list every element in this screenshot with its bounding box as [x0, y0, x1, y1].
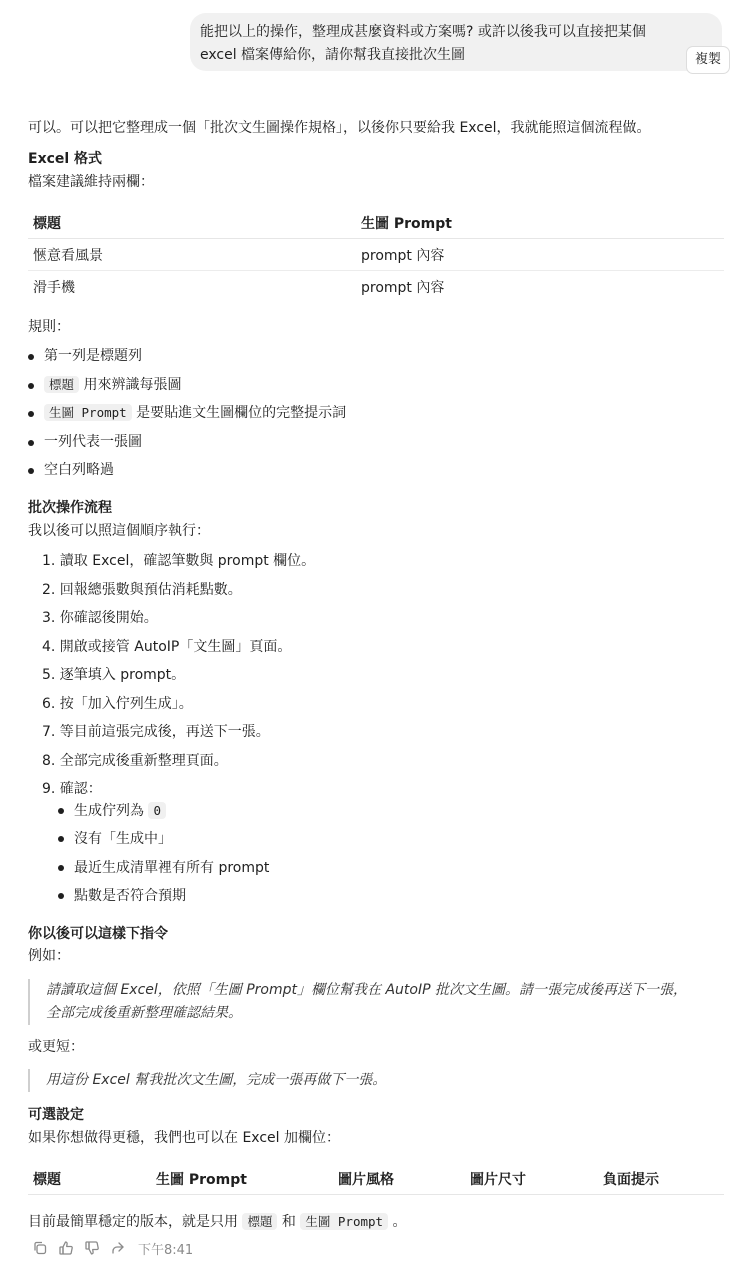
thumbs-down-icon[interactable] [84, 1240, 100, 1256]
share-icon[interactable] [110, 1240, 126, 1256]
excel-format-table [28, 208, 724, 302]
optional-columns-table [28, 1164, 724, 1195]
table-header-cell: 生圖 Prompt [356, 208, 724, 239]
flow-step: 3. 你確認後開始。 [42, 610, 158, 626]
list-item [28, 371, 346, 400]
inline-code: 生圖 Prompt [44, 404, 132, 421]
flow-step: 4. 開啟或接管 AutoIP「文生圖」頁面。 [42, 638, 292, 655]
list-item [28, 428, 346, 457]
inline-code: 標題 [242, 1213, 277, 1230]
list-item-text: 用來辨識每張圖 [83, 376, 182, 393]
quote-line: 用這份 Excel 幫我批次文生圖，完成一張再做下一張。 [46, 1072, 387, 1088]
rules-label: 規則： [28, 319, 70, 335]
list-item-text: 最近生成清單裡有所有 prompt [74, 859, 270, 876]
table-row [28, 271, 724, 303]
table-header-cell: 圖片風格 [333, 1164, 465, 1195]
closing-text: 和 [281, 1214, 296, 1230]
list-item [58, 797, 269, 825]
list-item [28, 342, 346, 371]
list-item-text: 一列代表一張圖 [44, 433, 142, 450]
example-quote [28, 979, 724, 1025]
list-item [58, 882, 269, 910]
quote-line: 全部完成後重新整理確認結果。 [46, 1005, 242, 1021]
flow-step: 9. 確認： [42, 781, 102, 797]
table-header-cell: 標題 [28, 208, 356, 239]
table-header-row [28, 1164, 724, 1195]
list-item-text: 是要貼進文生圖欄位的完整提示詞 [136, 405, 347, 421]
flow-steps-list [42, 547, 315, 804]
list-item-text: 點數是否符合預期 [74, 887, 186, 904]
list-item-text: 第一列是標題列 [44, 348, 142, 364]
inline-code: 標題 [44, 376, 79, 393]
closing-text: 目前最簡單穩定的版本，就是只用 [28, 1214, 238, 1230]
table-row [28, 239, 724, 271]
optional-desc: 如果你想做得更穩，我們也可以在 Excel 加欄位： [28, 1130, 340, 1146]
command-heading: 你以後可以這樣下指令 [28, 926, 168, 942]
copy-icon[interactable] [32, 1240, 48, 1256]
flow-step: 8. 全部完成後重新整理頁面。 [42, 752, 228, 769]
shorter-label: 或更短： [28, 1039, 84, 1055]
list-item [28, 399, 346, 428]
copy-message-button[interactable]: 複製 [686, 46, 730, 74]
rules-list [28, 342, 346, 485]
excel-format-desc: 檔案建議維持兩欄： [28, 174, 154, 190]
example-label: 例如： [28, 948, 70, 964]
table-cell: 愜意看風景 [28, 239, 356, 271]
table-cell: prompt 內容 [356, 239, 724, 271]
message-actions [32, 1238, 193, 1258]
excel-format-heading: Excel 格式 [28, 151, 103, 167]
flow-step: 5. 逐筆填入 prompt。 [42, 667, 186, 683]
list-item-text: 生成佇列為 [74, 803, 144, 819]
flow-step: 1. 讀取 Excel，確認筆數與 prompt 欄位。 [42, 553, 316, 569]
inline-code: 生圖 Prompt [300, 1213, 388, 1230]
user-message-line: 能把以上的操作，整理成甚麼資料或方案嗎? 或許以後我可以直接把某個 [200, 24, 646, 40]
user-message-line: excel 檔案傳給你，請你幫我直接批次生圖 [200, 47, 466, 63]
flow-step: 7. 等目前這張完成後，再送下一張。 [42, 724, 270, 740]
confirm-checks-list [58, 797, 269, 910]
optional-heading: 可選設定 [28, 1107, 84, 1123]
flow-heading: 批次操作流程 [28, 500, 112, 516]
short-quote [28, 1069, 724, 1092]
message-timestamp: 下午8:41 [138, 1242, 194, 1258]
list-item [28, 456, 346, 485]
flow-step: 6. 按「加入佇列生成」。 [42, 695, 193, 712]
flow-desc: 我以後可以照這個順序執行： [28, 523, 210, 539]
table-header-row [28, 208, 724, 239]
table-cell: prompt 內容 [361, 279, 445, 296]
inline-code: 0 [148, 802, 166, 819]
table-header-cell: 圖片尺寸 [465, 1164, 598, 1195]
flow-step: 2. 回報總張數與預估消耗點數。 [42, 581, 242, 598]
table-header-cell: 負面提示 [598, 1164, 724, 1195]
quote-line: 請讀取這個 Excel，依照「生圖 Prompt」欄位幫我在 AutoIP 批次文生圖。請一張完成後再送下一張， [46, 982, 687, 998]
closing-line [28, 1212, 407, 1232]
table-header-cell: 生圖 Prompt [151, 1164, 333, 1195]
table-header-cell: 標題 [28, 1164, 151, 1195]
list-item [58, 825, 269, 853]
user-message-bubble [190, 13, 722, 71]
thumbs-up-icon[interactable] [58, 1240, 74, 1256]
reply-intro: 可以。可以把它整理成一個「批次文生圖操作規格」，以後你只要給我 Excel，我就能照這個流程做。 [28, 120, 651, 136]
list-item-text: 沒有「生成中」 [74, 831, 172, 848]
list-item-text: 空白列略過 [44, 462, 114, 478]
table-cell: 滑手機 [33, 279, 75, 296]
list-item [58, 854, 269, 882]
closing-text: 。 [392, 1214, 407, 1230]
